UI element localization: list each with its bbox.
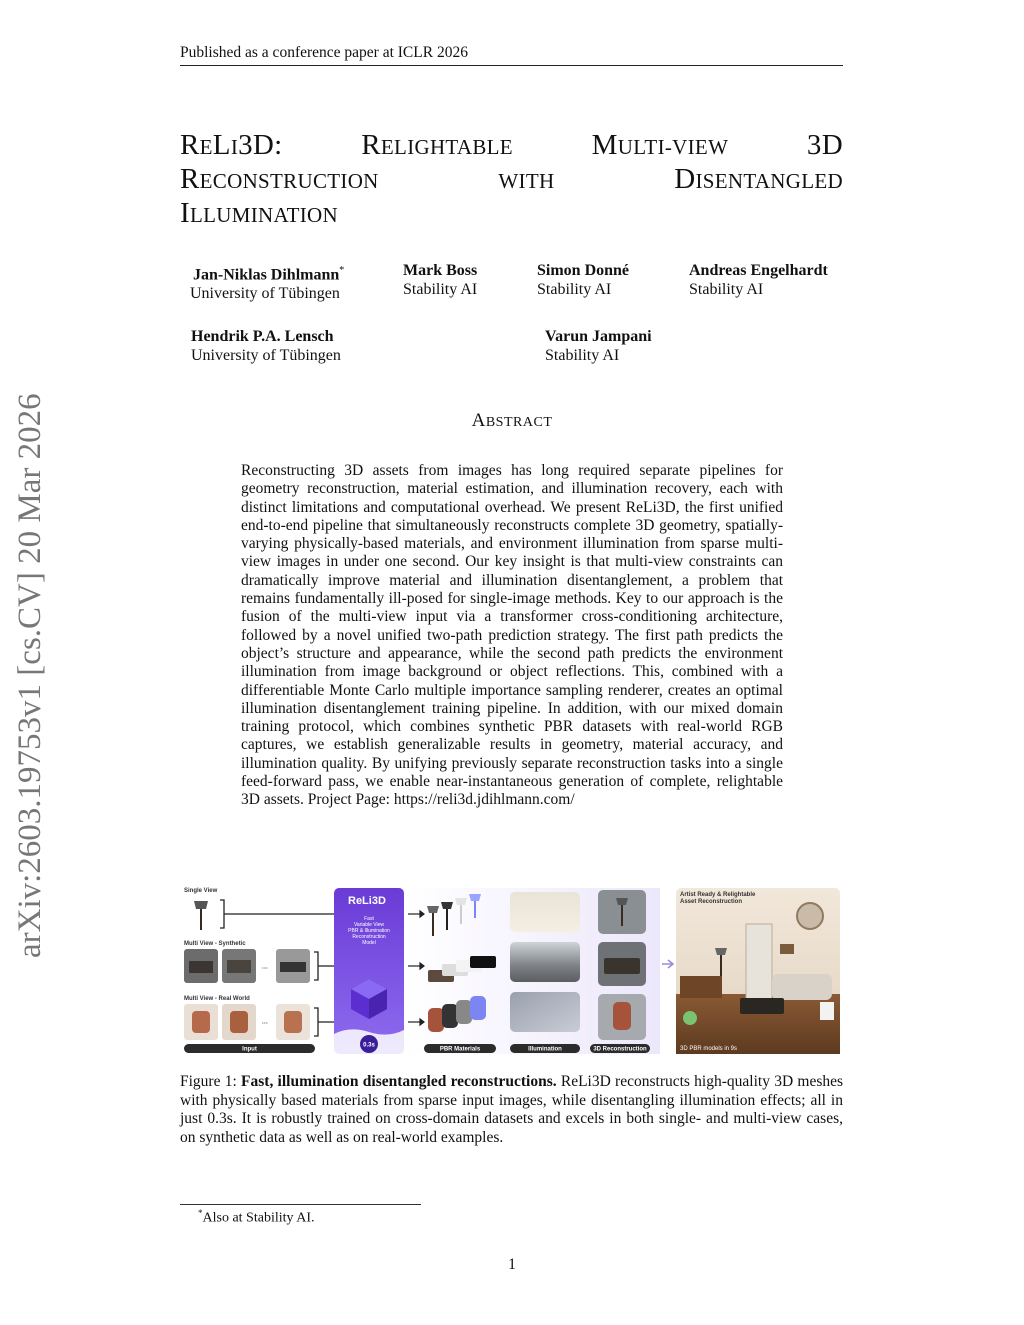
model-desc-line: Model: [362, 940, 376, 946]
caption-text: ReLi3D reconstructs high-quality 3D meshes with physically based materials from sparse input images, while disentangling illumination effects; all in just 0.3s. It is robustly trained on cross-domain datasets and excels in both single- and multi-view cases, on synthetic data as well as on real-world examples.: [180, 1073, 844, 1146]
arxiv-stamp: arXiv:2603.19753v1 [cs.CV] 20 Mar 2026: [12, 393, 48, 958]
label-multi-real: Multi View - Real World: [184, 996, 250, 1002]
model-desc-line: PBR & Illumination: [348, 928, 390, 934]
paper-title: [180, 128, 843, 230]
ellipsis-real: ···: [262, 1021, 268, 1027]
author-affiliation: University of Tübingen: [190, 285, 340, 303]
title-word: RELIGHTABLE: [361, 129, 513, 161]
title-word: WITH: [498, 169, 555, 193]
pill-pbr-label: PBR Materials: [439, 1046, 481, 1053]
model-desc-line: Fast: [364, 916, 374, 922]
caption-prefix: Figure 1:: [180, 1073, 237, 1090]
room-label-line: Asset Reconstruction: [680, 899, 743, 905]
illumination-map: [510, 992, 580, 1032]
author-name: Simon Donné: [537, 262, 630, 279]
bookshelf: [746, 924, 772, 1004]
author-name: Mark Boss: [403, 262, 478, 279]
abstract-text: Reconstructing 3D assets from images has long required separate pipelines for geometry reconstruction, material estimation, and illumination recovery, each with distinct limitations and computational overhead. We present ReLi3D, the first unified end-to-end pipeline that simultaneously reconstructs complete 3D geometry, spatially-varying physically-based materials, and environment illumination from sparse multi-view images in under one second. Our key insight is that multi-view constraints can dramatically improve material and illumination disentanglement, a problem that remains fundamentally ill-posed for single-image methods. Key to our approach is the fusion of the multi-view input via a transformer cross-conditioning architecture, followed by a novel unified two-path prediction strategy. The first path predicts the object’s structure and appearance, while the second path predicts the environment illumination from image background or object reflections. This, combined with a differentiable Monte Carlo multiple importance sampling renderer, creates an optimal illumination disentanglement training pipeline. In addition, with our mixed domain training protocol, which combines synthetic PBR datasets with real-world RGB captures, we establish generalizable results in geometry, material accuracy, and illumination quality. By unifying previously separate reconstruction tasks into a single feed-forward pass, we enable near-instantaneous generation of complete, relightable 3D assets. Project Page: https://reli3d.jdihlmann.com/: [241, 462, 783, 809]
figure-caption: [180, 1073, 843, 1147]
model-desc-line: Reconstruction: [352, 934, 386, 940]
author-affiliation: Stability AI: [545, 347, 620, 364]
picture-frame: [780, 944, 794, 954]
footnote: *Also at Stability AI.: [198, 1208, 315, 1226]
author-name: Jan-Niklas Dihlmann*: [193, 265, 345, 284]
author-name: Varun Jampani: [545, 328, 652, 345]
title-word: ILLUMINATION: [180, 197, 338, 229]
coffee-table: [740, 998, 784, 1014]
author-block: [689, 261, 828, 299]
pill-recon-label: 3D Reconstruction: [593, 1046, 647, 1053]
sideboard: [680, 976, 722, 998]
title-word: RECONSTRUCTION: [180, 163, 379, 195]
author-affiliation: Stability AI: [537, 281, 612, 298]
page-number: 1: [508, 1256, 516, 1273]
label-single-view: Single View: [184, 888, 218, 894]
room-footer-label: 3D PBR models in 9s: [680, 1046, 738, 1052]
chevron-right-icon: [662, 960, 673, 968]
author-block: [537, 261, 629, 299]
title-word: DISENTANGLED: [674, 163, 843, 195]
author-block: [191, 327, 341, 365]
illumination-map: [510, 892, 580, 932]
figure-1-illustration: [180, 884, 843, 1056]
author-affiliation: University of Tübingen: [191, 347, 341, 364]
label-multi-synthetic: Multi View - Synthetic: [184, 941, 246, 947]
author-block: [403, 261, 477, 299]
author-name: Andreas Engelhardt: [689, 262, 828, 279]
ellipsis-synthetic: ···: [262, 966, 268, 972]
pill-illumination-label: Illumination: [528, 1046, 562, 1053]
mirror: [797, 903, 823, 929]
plant: [683, 1011, 697, 1025]
model-desc-line: Variable View: [353, 922, 385, 928]
abstract-heading: ABSTRACT: [471, 410, 553, 431]
author-affiliation: Stability AI: [403, 281, 478, 298]
figure-1: [180, 884, 843, 1056]
title-word: 3D: [806, 129, 843, 161]
model-name: ReLi3D: [348, 895, 386, 907]
title-line-2: [180, 162, 843, 196]
timing-label: 0.3s: [363, 1042, 375, 1049]
footnote-rule: [180, 1204, 421, 1205]
illumination-map: [510, 942, 580, 982]
title-line-3: [180, 196, 843, 230]
title-word: RELI3D:: [180, 129, 283, 161]
author-block: [190, 261, 345, 303]
author-name: Hendrik P.A. Lensch: [191, 328, 334, 345]
pill-input-label: Input: [242, 1046, 257, 1053]
chair: [820, 1002, 834, 1020]
axe-icon: [194, 901, 208, 930]
author-affiliation: Stability AI: [689, 281, 764, 298]
model-block: [334, 888, 404, 1054]
caption-title: Fast, illumination disentangled reconstructions.: [241, 1073, 557, 1090]
author-block: [545, 327, 652, 365]
title-line-1: [180, 128, 843, 162]
sofa: [772, 974, 832, 1000]
running-head: Published as a conference paper at ICLR 2026: [180, 44, 843, 66]
room-label-line: Artist Ready & Relightable: [680, 892, 756, 898]
title-word: MULTI-VIEW: [591, 129, 729, 161]
